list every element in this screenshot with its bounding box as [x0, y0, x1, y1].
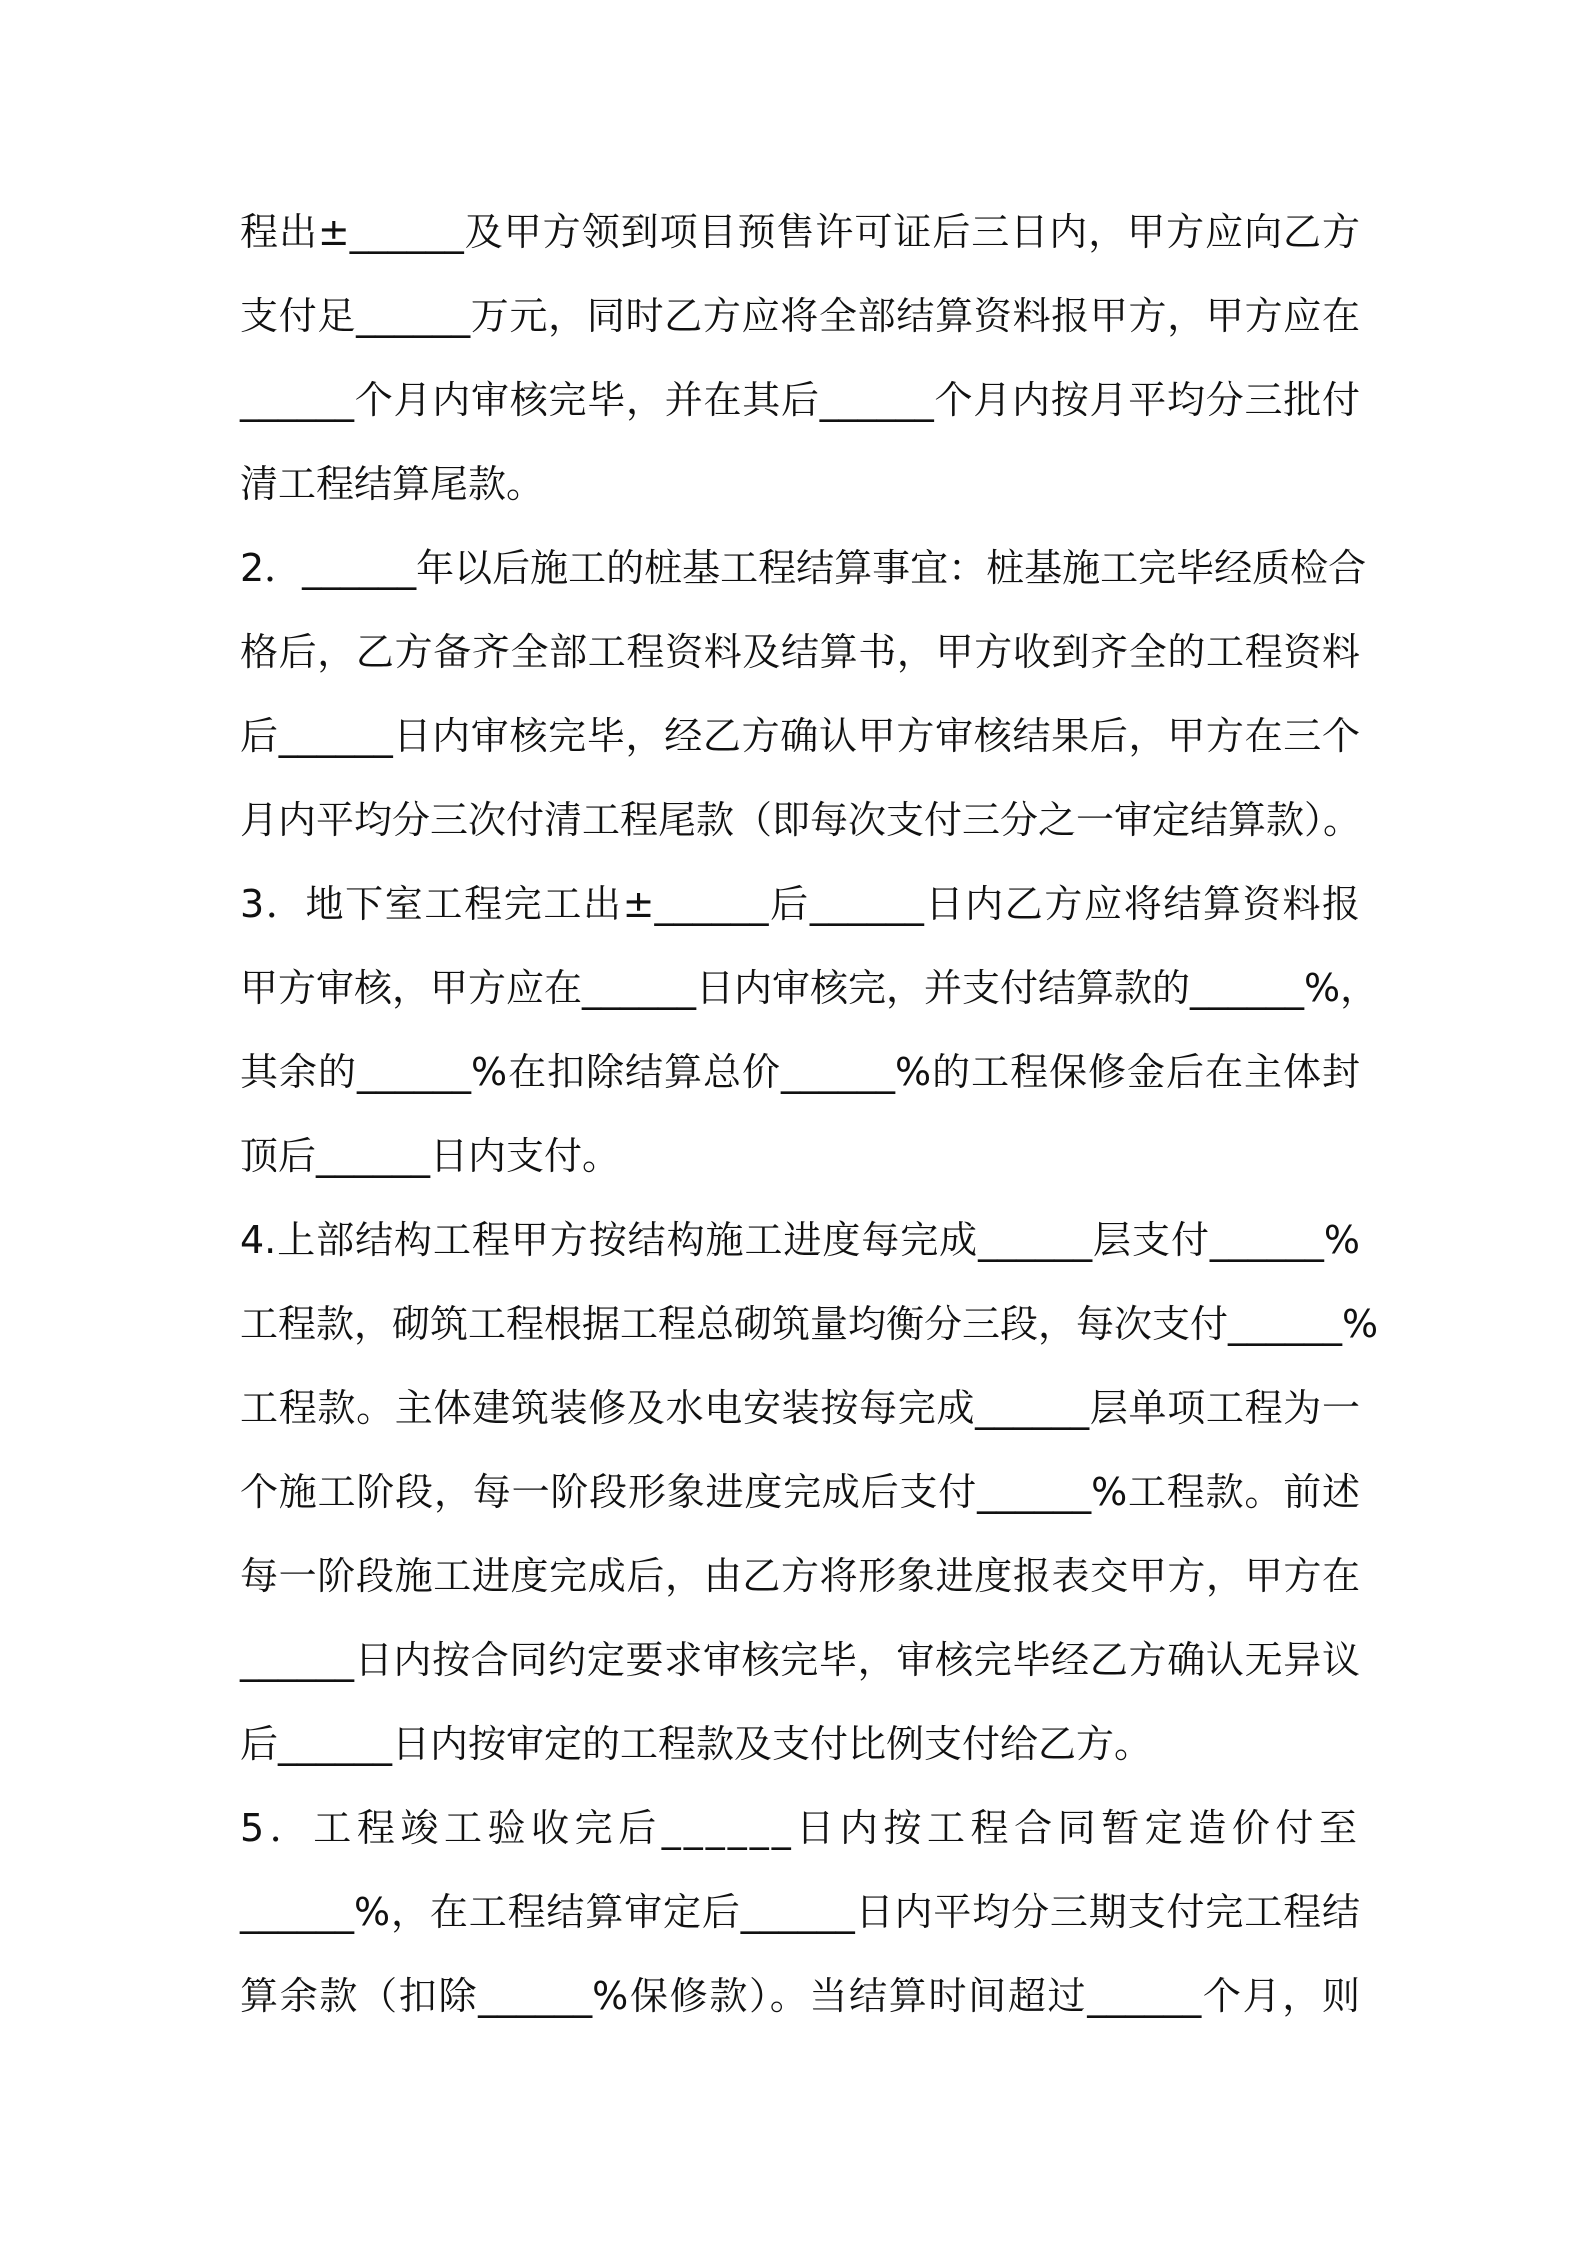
- text-line: 程出±______及甲方领到项目预售许可证后三日内，甲方应向乙方: [240, 210, 1360, 254]
- document-page: [240, 200, 1379, 2048]
- text-line: 清工程结算尾款。: [240, 462, 545, 506]
- text-line: 每一阶段施工进度完成后，由乙方将形象进度报表交甲方，甲方在: [240, 1554, 1360, 1598]
- text-line: 算余款（扣除______%保修款）。当结算时间超过______个月，则: [240, 1974, 1360, 2018]
- text-line: 个施工阶段，每一阶段形象进度完成后支付______%工程款。前述: [240, 1470, 1360, 1514]
- text-line: 工程款，砌筑工程根据工程总砌筑量均衡分三段，每次支付______%: [240, 1302, 1379, 1346]
- text-line: 甲方审核，甲方应在______日内审核完，并支付结算款的______%，: [240, 966, 1379, 1010]
- text-line: ______%，在工程结算审定后______日内平均分三期支付完工程结: [240, 1890, 1360, 1934]
- text-line: 4.上部结构工程甲方按结构施工进度每完成______层支付______%: [240, 1218, 1360, 1262]
- text-line: 其余的______%在扣除结算总价______%的工程保修金后在主体封: [240, 1050, 1360, 1094]
- text-line: ______日内按合同约定要求审核完毕，审核完毕经乙方确认无异议: [240, 1638, 1360, 1682]
- text-line: 后______日内按审定的工程款及支付比例支付给乙方。: [240, 1722, 1153, 1766]
- text-line: 支付足______万元，同时乙方应将全部结算资料报甲方，甲方应在: [240, 294, 1360, 338]
- text-line: ______个月内审核完毕，并在其后______个月内按月平均分三批付: [240, 378, 1360, 422]
- text-line: 工程款。主体建筑装修及水电安装按每完成______层单项工程为一: [240, 1386, 1360, 1430]
- text-line: 5．工程竣工验收完后______日内按工程合同暂定造价付至: [240, 1806, 1360, 1850]
- text-line: 2．______年以后施工的桩基工程结算事宜：桩基施工完毕经质检合: [240, 546, 1367, 590]
- text-line: 后______日内审核完毕，经乙方确认甲方审核结果后，甲方在三个: [240, 714, 1360, 758]
- text-line: 顶后______日内支付。: [240, 1134, 621, 1178]
- text-line: 格后，乙方备齐全部工程资料及结算书，甲方收到齐全的工程资料: [240, 630, 1360, 674]
- text-line: 3．地下室工程完工出±______后______日内乙方应将结算资料报: [240, 882, 1360, 926]
- text-line: 月内平均分三次付清工程尾款（即每次支付三分之一审定结算款）。: [240, 798, 1362, 842]
